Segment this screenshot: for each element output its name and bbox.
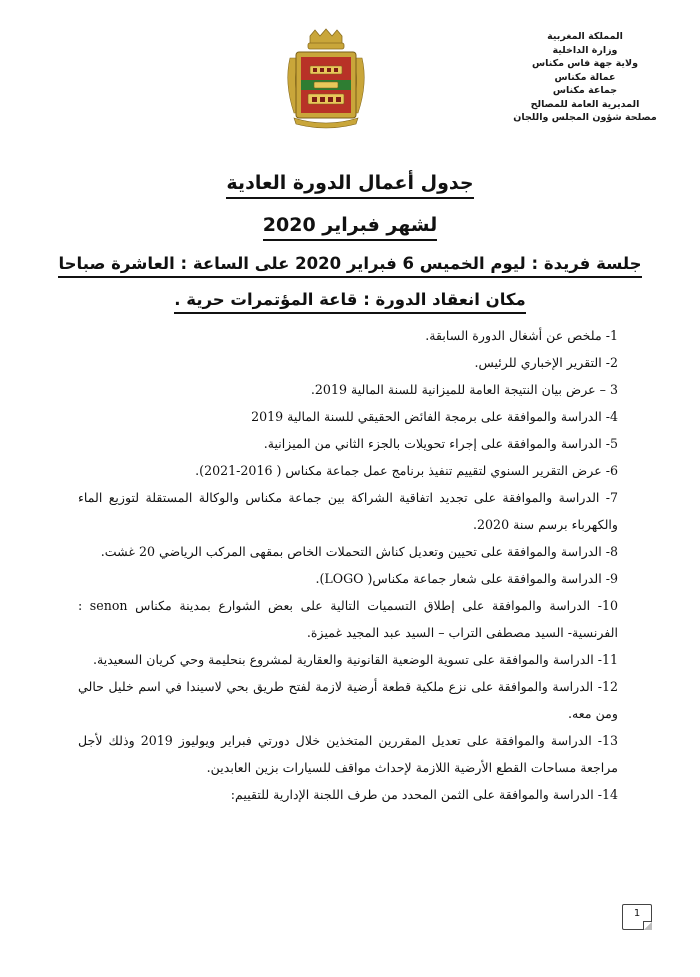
agenda-list — [78, 322, 618, 808]
agenda-month-text: لشهر فبراير 2020 — [263, 214, 437, 241]
agenda-month — [0, 214, 700, 241]
agenda-item-14: 14- الدراسة والموافقة على الثمن المحدد من طرف اللجنة الإدارية للتقييم: — [230, 787, 618, 802]
header-line-service: مصلحة شؤون المجلس واللجان — [513, 112, 657, 123]
agenda-item-2: 2- التقرير الإخباري للرئيس. — [474, 355, 618, 370]
agenda-title — [0, 172, 700, 199]
header-line-commune: جماعة مكناس — [552, 85, 618, 96]
session-line-text: جلسة فريدة : ليوم الخميس 6 فبراير 2020 على الساعة : العاشرة صباحا — [58, 254, 641, 278]
administrative-header — [510, 30, 660, 125]
header-line-directorate: المديرية العامة للمصالح — [530, 98, 640, 110]
agenda-item-1: 1- ملخص عن أشغال الدورة السابقة. — [425, 328, 618, 343]
agenda-item-6: 6- عرض التقرير السنوي لتقييم تنفيذ برنامج عمل جماعة مكناس ( 2016-2021). — [195, 463, 618, 478]
coat-of-arms-icon — [280, 28, 372, 130]
header-line-ministry: وزارة الداخلية — [552, 44, 618, 56]
header-line-prefecture: عمالة مكناس — [554, 71, 616, 83]
agenda-item-8: 8- الدراسة والموافقة على تحيين وتعديل كناش التحملات الخاص بمقهى المركب الرياضي 20 غشت. — [100, 544, 618, 559]
agenda-item-4: 4- الدراسة والموافقة على برمجة الفائض الحقيقي للسنة المالية 2019 — [251, 409, 618, 424]
header-line-kingdom: المملكة المغربية — [547, 31, 623, 42]
venue-line — [0, 290, 700, 314]
agenda-item-9: 9- الدراسة والموافقة على شعار جماعة مكناس( LOGO). — [315, 571, 618, 586]
agenda-item-12: 12- الدراسة والموافقة على نزع ملكية قطعة أرضية لازمة لفتح طريق بحي لاسيندا في اسم خليل حالي ومن معه. — [78, 679, 618, 721]
session-line — [0, 254, 700, 278]
page-number-box — [622, 904, 652, 930]
agenda-item-10: 10- الدراسة والموافقة على إطلاق التسميات التالية على بعض الشوارع بمدينة مكناس senon : الفرنسية- السيد مصطفى التراب – السيد عبد المجيد غميزة. — [78, 598, 619, 640]
venue-line-text: مكان انعقاد الدورة : قاعة المؤتمرات حرية . — [174, 290, 525, 314]
agenda-item-11: 11- الدراسة والموافقة على تسوية الوضعية القانونية والعقارية لمشروع بنحليمة وحي كريان السعيدية. — [92, 652, 618, 667]
agenda-item-5: 5- الدراسة والموافقة على إجراء تحويلات بالجزء الثاني من الميزانية. — [263, 436, 618, 451]
agenda-title-text: جدول أعمال الدورة العادية — [226, 172, 473, 199]
page-number: 1 — [633, 908, 641, 919]
agenda-item-7: 7- الدراسة والموافقة على تجديد اتفاقية الشراكة بين جماعة مكناس والوكالة المستقلة لتوزيع الماء والكهرباء برسم سنة 2020. — [78, 490, 618, 532]
header-line-wilaya: ولاية جهة فاس مكناس — [532, 58, 638, 69]
agenda-item-13: 13- الدراسة والموافقة على تعديل المقررين المتخذين خلال دورتي فبراير ويوليوز 2019 وذلك لأجل مراجعة مساحات القطع الأرضية اللازمة لإحداث مواقف للسيارات بزين العابدين. — [78, 733, 618, 775]
agenda-item-3: 3 – عرض بيان النتيجة العامة للميزانية للسنة المالية 2019. — [310, 382, 618, 397]
